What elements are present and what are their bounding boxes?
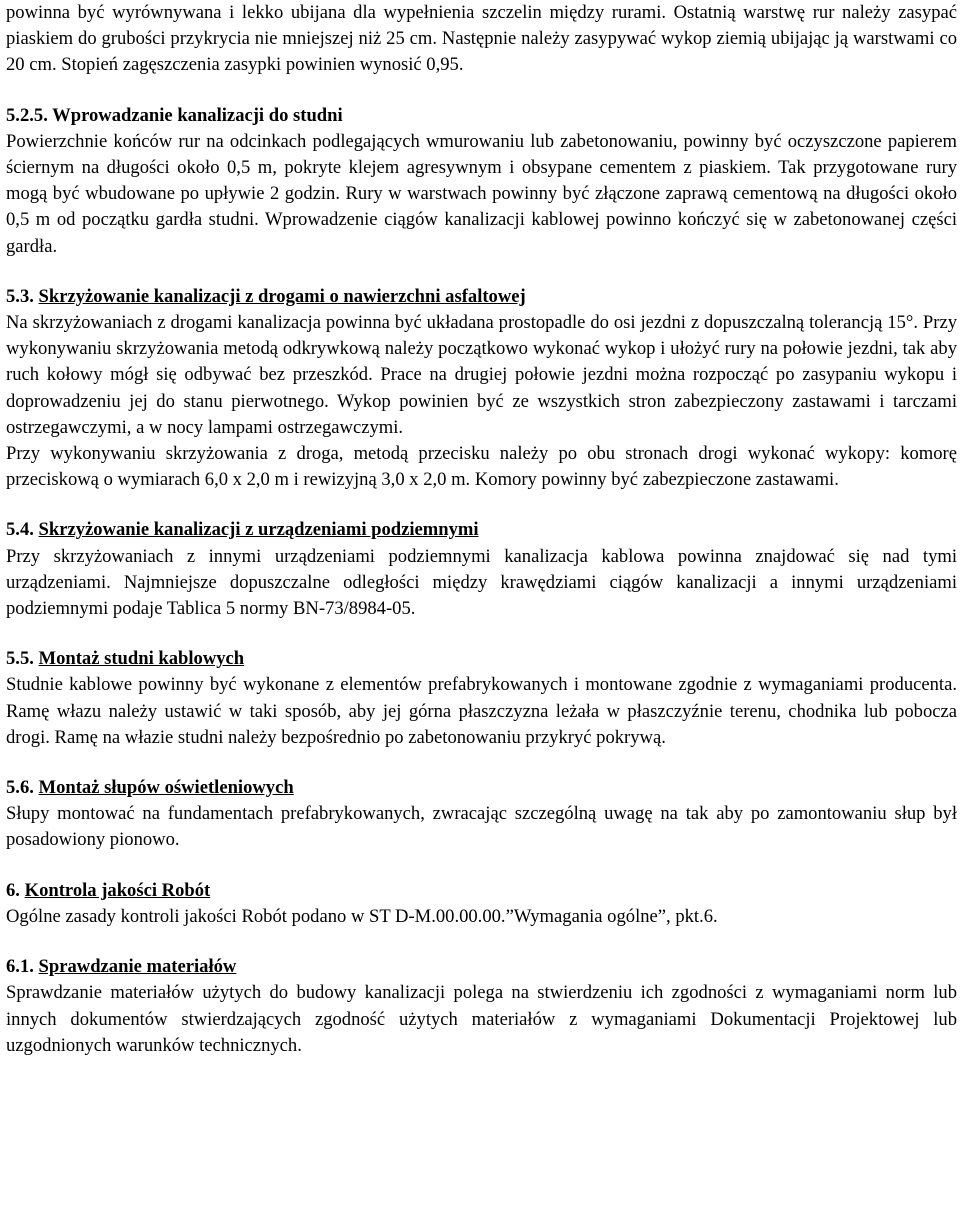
paragraph: Studnie kablowe powinny być wykonane z elementów prefabrykowanych i montowane zgodnie z wymaganiami producenta. Ramę włazu należy ustawić w taki sposób, aby jej górna płaszczyzna leżała w płaszczyźnie terenu, chodnika lub pobocza drogi. Ramę na włazie studni należy bezpośrednio po zabetonowaniu przykryć pokrywą.	[6, 674, 957, 748]
section-title: Sprawdzanie materiałów	[38, 956, 237, 978]
paragraph: Słupy montować na fundamentach prefabrykowanych, zwracając szczególną uwagę na tak aby po zamontowaniu słup był posadowiony pionowo.	[6, 803, 957, 851]
section-heading	[6, 103, 957, 129]
section-heading	[6, 517, 957, 543]
section-s53	[6, 284, 957, 494]
section-s525	[6, 103, 957, 260]
section-title: Skrzyżowanie kanalizacji z urządzeniami podziemnymi	[38, 519, 479, 541]
paragraph: powinna być wyrównywana i lekko ubijana dla wypełnienia szczelin między rurami. Ostatnią warstwę rur należy zasypać piaskiem do grubości przykrycia nie mniejszej niż 25 cm. Następnie należy zasypywać wykop ziemią ubijając ją warstwami co 20 cm. Stopień zagęszczenia zasypki powinien wynosić 0,95.	[6, 2, 957, 76]
section-heading	[6, 775, 957, 801]
paragraph: Sprawdzanie materiałów użytych do budowy kanalizacji polega na stwierdzeniu ich zgodności z wymaganiami norm lub innych dokumentów stwierdzających zgodność użytych materiałów z wymaganiami Dokumentacji Projektowej lub uzgodnionych warunków technicznych.	[6, 982, 957, 1056]
section-s54	[6, 517, 957, 622]
section-heading	[6, 284, 957, 310]
section-s55	[6, 646, 957, 751]
section-title: Skrzyżowanie kanalizacji z drogami o nawierzchni asfaltowej	[38, 285, 526, 307]
paragraph: Przy wykonywaniu skrzyżowania z droga, metodą przecisku należy po obu stronach drogi wykonać wykopy: komorę przeciskową o wymiarach 6,0 x 2,0 m i rewizyjną 3,0 x 2,0 m. Komory powinny być zabezpieczone zastawami.	[6, 443, 957, 491]
paragraph: Na skrzyżowaniach z drogami kanalizacja powinna być układana prostopadle do osi jezdni z dopuszczalną tolerancją 15°. Przy wykonywaniu skrzyżowania metodą odkrywkową należy początkowo wykonać wykop i ułożyć rury na połowie jezdni, tak aby ruch kołowy mógł się odbywać bez przeszkód. Prace na drugiej połowie jezdni można rozpocząć po zasypaniu wykopu i doprowadzeniu jej do stanu pierwotnego. Wykop powinien być ze wszystkich stron zabezpieczony zastawami i tarczami ostrzegawczymi, a w nocy lampami ostrzegawczymi.	[6, 312, 957, 438]
section-s56	[6, 775, 957, 854]
section-title: Kontrola jakości Robót	[24, 879, 211, 901]
document-body	[6, 0, 957, 1083]
section-intro	[6, 0, 957, 79]
section-heading	[6, 878, 957, 904]
section-number: 5.5.	[6, 648, 34, 670]
paragraph: Ogólne zasady kontroli jakości Robót podano w ST D-M.00.00.00.”Wymagania ogólne”, pkt.6.	[6, 905, 718, 927]
section-title: Montaż słupów oświetleniowych	[38, 777, 294, 799]
section-number: 5.6.	[6, 777, 34, 799]
section-number: 5.3.	[6, 285, 34, 307]
section-number: 5.2.5.	[6, 104, 48, 126]
paragraph: Powierzchnie końców rur na odcinkach podlegających wmurowaniu lub zabetonowaniu, powinny być oczyszczone papierem ściernym na długości około 0,5 m, pokryte klejem agresywnym i obsypane cementem z piaskiem. Tak przygotowane rury mogą być wbudowane po upływie 2 godzin. Rury w warstwach powinny być złączone zaprawą cementową na długości około 0,5 m od początku gardła studni. Wprowadzenie ciągów kanalizacji kablowej powinno kończyć się w zabetonowanej części gardła.	[6, 130, 957, 257]
section-number: 5.4.	[6, 519, 34, 541]
section-number: 6.1.	[6, 956, 34, 978]
section-number: 6.	[6, 879, 20, 901]
section-s6	[6, 878, 957, 930]
section-s61	[6, 954, 957, 1059]
section-heading	[6, 954, 957, 980]
paragraph: Przy skrzyżowaniach z innymi urządzeniami podziemnymi kanalizacja kablowa powinna znajdować się nad tymi urządzeniami. Najmniejsze dopuszczalne odległości między krawędziami ciągów kanalizacji a innymi urządzeniami podziemnymi podaje Tablica 5 normy BN-73/8984-05.	[6, 545, 957, 620]
section-title: Montaż studni kablowych	[38, 648, 245, 670]
section-heading	[6, 646, 957, 672]
section-title: Wprowadzanie kanalizacji do studni	[52, 104, 343, 126]
